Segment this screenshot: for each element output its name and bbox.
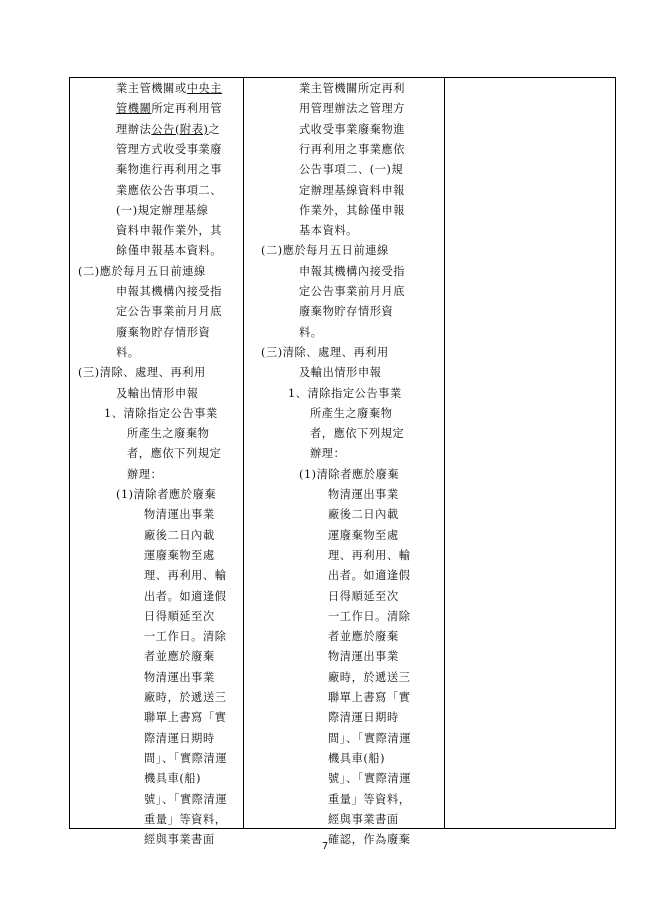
text-line	[328, 647, 399, 667]
text-line	[328, 485, 399, 505]
text-line	[116, 282, 222, 302]
text-line	[144, 546, 215, 566]
text-segment: 物清運出事業	[328, 488, 399, 501]
text-line	[144, 627, 227, 647]
text-segment: 基本資料。	[299, 224, 358, 238]
column-divider-2	[444, 78, 445, 828]
text-segment: 定辦理基線資料申報	[299, 183, 406, 197]
text-line	[328, 546, 411, 566]
text-segment: 廢棄物貯存情形資	[299, 305, 394, 319]
text-segment: 號」、「實際清運	[144, 792, 228, 806]
text-segment: 1、清除指定公告事業	[104, 406, 218, 420]
text-segment: 料。	[116, 345, 140, 359]
text-segment: 際清運日期時	[328, 711, 399, 725]
underlined-text: 中央主	[186, 82, 223, 95]
text-segment: 及輸出情形申報	[116, 386, 199, 400]
text-line	[116, 384, 199, 404]
text-line	[328, 688, 411, 708]
text-segment: 理、再利用、輸	[144, 569, 227, 583]
text-segment: 廠時，於遞送三	[328, 670, 411, 684]
text-segment: 理、再利用、輸	[328, 548, 411, 562]
text-segment: 者並應於廢棄	[144, 650, 215, 664]
text-line	[144, 566, 227, 586]
text-segment: 廠後二日內載	[144, 528, 215, 542]
text-line	[144, 729, 215, 749]
text-line	[144, 607, 215, 627]
text-segment: 棄物進行再利用之事	[116, 163, 223, 177]
text-segment: 廠後二日內載	[328, 508, 399, 522]
text-segment: 物清運出事業	[328, 650, 399, 664]
text-segment: (1)清除者應於廢棄	[299, 467, 400, 481]
text-line	[328, 566, 411, 586]
text-segment: 間」、「實際清運	[144, 751, 228, 765]
text-line	[116, 323, 210, 343]
text-segment: 之	[208, 122, 221, 136]
text-line	[116, 302, 222, 322]
text-segment: 廠時，於遞送三	[144, 691, 227, 704]
text-segment: 日得順延至次	[328, 589, 399, 603]
text-segment: 日得順延至次	[144, 609, 215, 623]
text-line	[328, 627, 399, 647]
text-segment: 廢棄物貯存情形資	[116, 325, 211, 339]
text-segment: 式收受事業廢棄物進	[299, 122, 406, 136]
text-segment: 管理方式收受事業廢	[116, 142, 223, 156]
text-line	[288, 384, 402, 404]
text-segment: 用管理辦法之管理方	[299, 102, 406, 116]
text-segment: 料。	[299, 325, 323, 339]
text-line	[144, 749, 227, 769]
text-line	[299, 323, 323, 343]
text-segment: 號」、「實際清運	[328, 772, 412, 786]
text-line	[299, 221, 358, 241]
text-segment: 確認，作為廢棄	[328, 833, 411, 847]
text-line	[116, 485, 216, 505]
text-line	[116, 99, 222, 119]
text-line	[328, 790, 411, 810]
text-segment: 所產生之廢棄物	[310, 406, 393, 420]
text-line	[299, 282, 405, 302]
text-segment: 一工作日。清除	[144, 630, 227, 644]
text-line	[299, 302, 393, 322]
text-segment: 定公告事業前月月底	[299, 285, 406, 298]
text-line	[144, 526, 215, 546]
text-segment: 及輸出情形申報	[299, 366, 382, 380]
text-segment: 際清運日期時	[144, 731, 215, 745]
text-line	[328, 708, 399, 728]
text-segment: 者並應於廢棄	[328, 630, 399, 644]
text-line	[116, 160, 222, 180]
text-segment: 所定再利用管	[151, 102, 223, 116]
text-segment: 經與事業書面	[328, 812, 399, 826]
comparison-table	[69, 77, 616, 847]
underlined-text: 公告(附表)	[151, 122, 209, 136]
text-line	[310, 404, 393, 424]
text-line	[144, 790, 227, 810]
text-segment: 重量」等資料，	[328, 792, 411, 806]
text-segment: 業應依公告事項二、	[116, 183, 223, 197]
text-line	[144, 587, 227, 607]
text-line	[299, 160, 403, 180]
text-line	[144, 647, 215, 667]
text-line	[299, 79, 405, 99]
text-line	[116, 120, 220, 140]
text-line	[144, 769, 201, 789]
text-line	[144, 505, 215, 525]
text-segment: 機具車(船)	[144, 772, 202, 786]
text-segment: 者，應依下列規定	[310, 427, 405, 441]
underlined-text: 管機關	[116, 102, 152, 116]
text-line	[78, 363, 206, 383]
text-segment: 運廢棄物至處	[328, 528, 399, 542]
page-number: 7	[321, 841, 329, 852]
text-line	[104, 404, 218, 424]
text-line	[127, 444, 221, 464]
text-segment: 所產生之廢棄物	[127, 427, 210, 441]
text-line	[299, 140, 405, 160]
text-line	[328, 749, 385, 769]
text-line	[116, 343, 140, 363]
text-line	[116, 140, 222, 160]
text-segment: 者，應依下列規定	[127, 447, 222, 461]
text-segment: 物清運出事業	[144, 508, 215, 522]
text-segment: (1)清除者應於廢棄	[116, 488, 217, 501]
text-segment: (三)清除、處理、再利用	[261, 345, 389, 359]
text-line	[144, 688, 227, 708]
text-segment: (二)應於每月五日前連線	[78, 264, 206, 278]
text-line	[328, 668, 411, 688]
text-line	[299, 363, 382, 383]
text-line	[328, 607, 411, 627]
text-line	[328, 729, 411, 749]
text-segment: 申報其機構內接受指	[299, 264, 406, 278]
text-segment: 申報其機構內接受指	[116, 285, 223, 298]
text-segment: 運廢棄物至處	[144, 548, 215, 562]
text-segment: 出者。如適逢假	[144, 589, 227, 603]
column-divider-1	[243, 78, 244, 828]
text-segment: 出者。如適逢假	[328, 569, 411, 583]
text-line	[116, 79, 222, 99]
text-line	[261, 241, 389, 261]
text-line	[116, 181, 222, 201]
text-line	[299, 201, 405, 221]
text-segment: (二)應於每月五日前連線	[261, 244, 389, 258]
text-line	[299, 465, 399, 485]
text-segment: 間」、「實際清運	[328, 731, 412, 745]
text-line	[127, 424, 210, 444]
text-line	[299, 99, 405, 119]
text-line	[299, 262, 405, 282]
text-line	[127, 465, 162, 485]
text-line	[310, 444, 345, 464]
text-line	[144, 708, 227, 728]
text-line	[328, 587, 399, 607]
text-segment: 經與事業書面	[144, 833, 215, 847]
text-line	[116, 241, 222, 261]
text-segment: 公告事項二、(一)規	[299, 163, 404, 177]
text-line	[78, 262, 206, 282]
text-segment: 業主管機關所定再利	[299, 82, 406, 95]
text-segment: 辦理：	[127, 467, 163, 481]
text-segment: 理辦法	[116, 122, 152, 136]
text-line	[116, 201, 208, 221]
text-line	[310, 424, 404, 444]
text-line	[328, 505, 399, 525]
text-line	[328, 526, 399, 546]
text-segment: 重量」等資料，	[144, 812, 227, 826]
text-line	[328, 769, 411, 789]
text-segment: 資料申報作業外，其	[116, 224, 223, 238]
text-segment: 辦理：	[310, 447, 346, 461]
text-segment: 餘僅申報基本資料。	[116, 244, 223, 258]
text-line	[261, 343, 389, 363]
text-line	[299, 120, 405, 140]
text-segment: 定公告事業前月月底	[116, 305, 223, 319]
text-line	[116, 221, 222, 241]
text-segment: 一工作日。清除	[328, 609, 411, 623]
text-line	[328, 810, 399, 830]
text-segment: 作業外，其餘僅申報	[299, 203, 406, 217]
text-segment: 1、清除指定公告事業	[288, 386, 402, 400]
text-segment: (三)清除、處理、再利用	[78, 366, 206, 380]
text-segment: (一)規定辦理基線	[116, 203, 209, 217]
text-segment: 物清運出事業	[144, 670, 215, 684]
text-line	[144, 668, 215, 688]
text-segment: 聯單上書寫「實	[328, 691, 411, 704]
text-segment: 機具車(船)	[328, 751, 386, 765]
text-line	[144, 810, 227, 830]
text-line	[299, 181, 405, 201]
text-segment: 聯單上書寫「實	[144, 711, 227, 725]
text-segment: 行再利用之事業應依	[299, 142, 406, 156]
text-segment: 業主管機關或	[116, 82, 187, 95]
